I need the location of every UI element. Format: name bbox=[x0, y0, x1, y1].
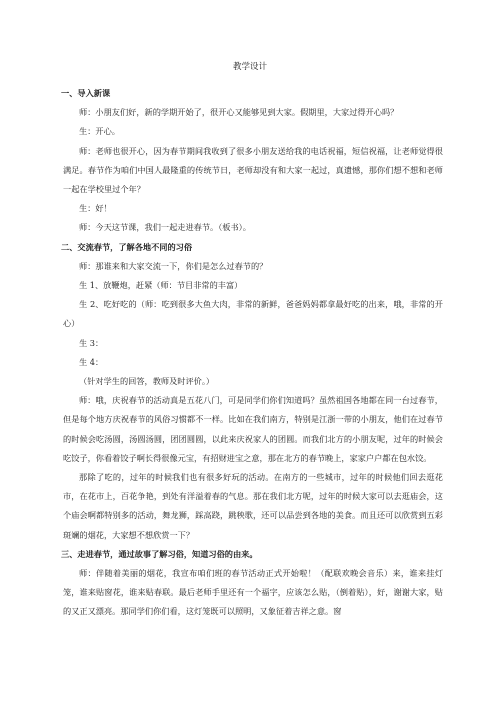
document-body bbox=[63, 84, 443, 622]
paragraph: 师：小朋友们好，新的学期开始了，很开心又能够见到大家。假期里，大家过得开心吗？ bbox=[79, 107, 399, 118]
paragraph: 生 2、吃好吃的（师：吃到很多大鱼大肉，非常的新鲜，爸爸妈妈都拿最好吃的出来，哦，非常的开心） bbox=[63, 299, 443, 329]
paragraph: 师：今天这节课，我们一起走进春节。（板书）。 bbox=[79, 222, 251, 233]
paragraph: 师：那谁来和大家交流一下，你们是怎么过春节的？ bbox=[79, 260, 268, 271]
paragraph: 生 1、放鞭炮，赶紧（师：节目非常的丰富） bbox=[79, 280, 243, 291]
section-heading: 二、交流春节，了解各地不同的习俗 bbox=[61, 241, 193, 252]
document-title: 教学设计 bbox=[232, 62, 267, 72]
section-heading: 三、走进春节，通过故事了解习俗，知道习俗的由来。 bbox=[61, 548, 258, 559]
paragraph: 生：好！ bbox=[79, 203, 112, 214]
paragraph: 师：伴随着美丽的烟花，我宣布咱们班的春节活动正式开始啦！（配联欢晚会音乐）来，谁来挂灯笼，谁来贴窗花，谁来贴春联。最后老师手里还有一个福字，应该怎么贴，（倒着贴），好，谢谢大家，贴的又正又漂亮。那同学们你们看，这灯笼既可以照明，又象征着吉祥之意。窗 bbox=[63, 568, 443, 617]
paragraph: 那除了吃的，过年的时候我们也有很多好玩的活动。在南方的一些城市，过年的时候他们回去逛花市，在花市上，百花争艳，到处有洋溢着春的气息。那在我们北方呢，过年的时候大家可以去逛庙会，这个庙会啊都特别多的活动，舞龙狮，踩高跷，跳秧歌，还可以品尝到各地的美食。而且还可以欣赏到五彩斑斓的烟花，大家想不想欣赏一下？ bbox=[63, 472, 443, 540]
paragraph: 生 4： bbox=[79, 356, 104, 367]
section-heading: 一、导入新课 bbox=[61, 88, 111, 98]
paragraph: 生 3： bbox=[79, 337, 104, 348]
paragraph: 师：老师也很开心，因为春节期间我收到了很多小朋友送给我的电话祝福，短信祝福，让老师觉得很满足。春节作为咱们中国人最隆重的传统节日，老师却没有和大家一起过，真遗憾，那你们想不想和老师一起在学校里过个年？ bbox=[63, 145, 443, 195]
paragraph: 生：开心。 bbox=[79, 126, 120, 137]
paragraph: 师：哦，庆祝春节的活动真是五花八门，可是同学们你们知道吗？虽然祖国各地都在同一台过春节，但是每个地方庆祝春节的风俗习惯都不一样。比如在我们南方，特别是江浙一带的小朋友，他们在过春节的时候会吃汤圆，汤圆汤圆，团团圆圆，以此来庆祝家人的团圆。而我们北方的小朋友呢，过年的时候会吃饺子，你看着饺子啊长得很像元宝，有招财进宝之意，那在北方的春节晚上，家家户户都在包水饺。 bbox=[63, 395, 443, 463]
paragraph: （针对学生的回答，教师及时评价。） bbox=[79, 376, 215, 387]
